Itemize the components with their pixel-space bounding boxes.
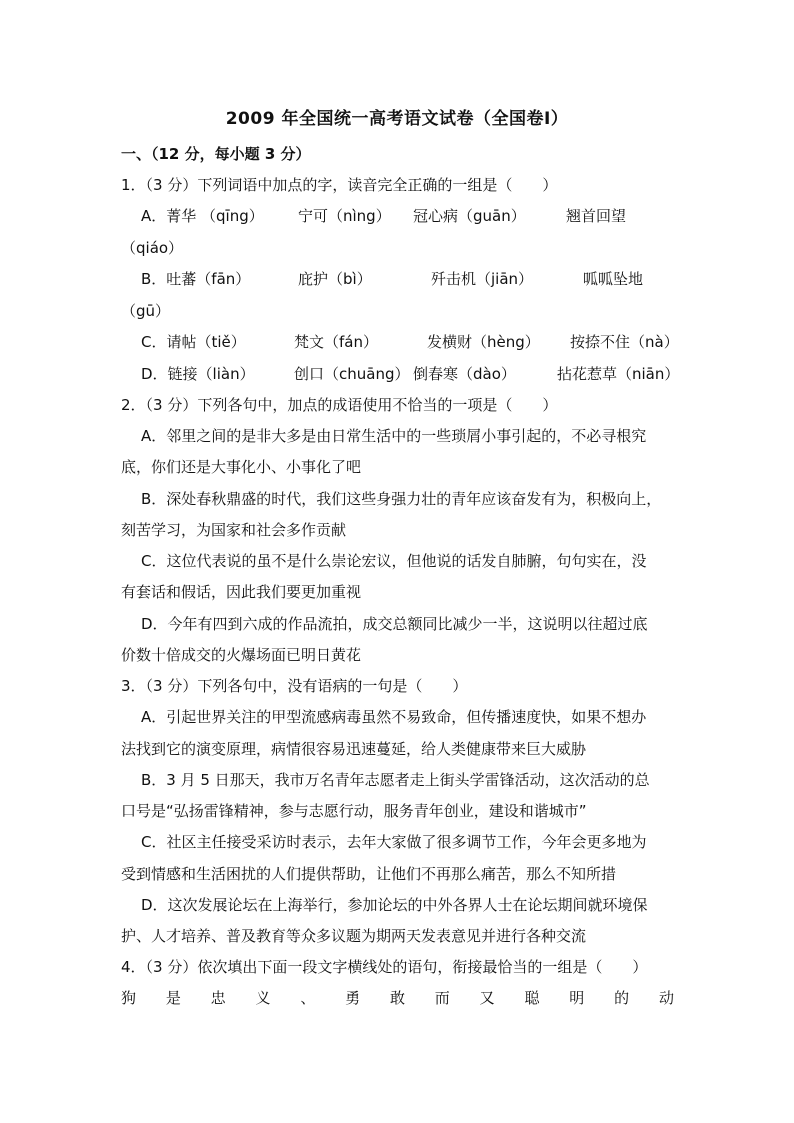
q1-option-a-4: 翘首回望 xyxy=(566,207,627,225)
passage-char: 动 xyxy=(658,989,674,1007)
passage-char: 的 xyxy=(614,989,630,1007)
passage-char: 又 xyxy=(479,989,495,1007)
section-heading: 一、（12 分，每小题 3 分） xyxy=(121,145,311,163)
passage-char: 、 xyxy=(300,989,316,1007)
q1-option-b-3: 歼击机（jiān） xyxy=(431,270,534,288)
q2-option-d-line1: D．今年有四到六成的作品流拍，成交总额同比减少一半，这说明以往超过底 xyxy=(141,615,648,633)
q4-passage-line xyxy=(121,988,674,1008)
q3-option-a-line1: A．引起世界关注的甲型流感病毒虽然不易致命，但传播速度快，如果不想办 xyxy=(141,708,647,726)
q2-option-a-line2: 底，你们还是大事化小、小事化了吧 xyxy=(121,458,362,476)
q3-option-c-line1: C．社区主任接受采访时表示，去年大家做了很多调节工作，今年会更多地为 xyxy=(141,833,647,851)
q3-stem: 3．（3 分）下列各句中，没有语病的一句是（ ） xyxy=(121,677,468,695)
q2-option-b-line1: B．深处春秋鼎盛的时代，我们这些身强力壮的青年应该奋发有为，积极向上， xyxy=(141,490,662,508)
q3-option-a-line2: 法找到它的演变原理，病情很容易迅速蔓延，给人类健康带来巨大威胁 xyxy=(121,740,587,758)
q1-option-d-3: 倒春寒（dào） xyxy=(413,365,516,383)
exam-title: 2009 年全国统一高考语文试卷（全国卷Ⅰ） xyxy=(225,109,569,129)
q1-option-a-2: 宁可（nìng） xyxy=(298,207,391,225)
q4-stem: 4．（3 分）依次填出下面一段文字横线处的语句，衔接最恰当的一组是（ ） xyxy=(121,958,648,976)
q3-option-d-line2: 护、人才培养、普及教育等众多议题为期两天发表意见并进行各种交流 xyxy=(121,927,587,945)
passage-char: 敢 xyxy=(389,989,405,1007)
q1-option-a-5: （qiáo） xyxy=(121,239,184,257)
q1-option-b-2: 庇护（bì） xyxy=(298,270,372,288)
passage-char: 聪 xyxy=(524,989,540,1007)
passage-char: 勇 xyxy=(345,989,361,1007)
q1-option-c-4: 按捺不住（nà） xyxy=(570,333,679,351)
q1-option-c-1: C．请帖（tiě） xyxy=(141,333,246,351)
q1-option-b-4: 呱呱坠地 xyxy=(583,270,644,288)
q3-option-b-line1: B．3 月 5 日那天，我市万名青年志愿者走上街头学雷锋活动，这次活动的总 xyxy=(141,771,650,789)
passage-char: 义 xyxy=(255,989,271,1007)
q2-option-a-line1: A．邻里之间的是非大多是由日常生活中的一些琐屑小事引起的，不必寻根究 xyxy=(141,427,647,445)
q2-option-c-line2: 有套话和假话，因此我们要更加重视 xyxy=(121,583,362,601)
passage-char: 而 xyxy=(434,989,450,1007)
q3-option-b-line2: 口号是“弘扬雷锋精神，参与志愿行动，服务青年创业，建设和谐城市” xyxy=(121,802,587,820)
q2-option-b-line2: 刻苦学习，为国家和社会多作贡献 xyxy=(121,521,347,539)
q1-option-d-1: D．链接（liàn） xyxy=(141,365,255,383)
q2-option-d-line2: 价数十倍成交的火爆场面已明日黄花 xyxy=(121,646,362,664)
q3-option-d-line1: D．这次发展论坛在上海举行，参加论坛的中外各界人士在论坛期间就环境保 xyxy=(141,896,648,914)
q1-option-c-3: 发横财（hèng） xyxy=(427,333,540,351)
q2-option-c-line1: C．这位代表说的虽不是什么崇论宏议，但他说的话发自肺腑，句句实在，没 xyxy=(141,552,647,570)
passage-char: 狗 xyxy=(121,989,137,1007)
q1-option-c-2: 梵文（fán） xyxy=(294,333,378,351)
q1-option-a-1: A．菁华 （qīng） xyxy=(141,207,264,225)
q1-stem: 1．（3 分）下列词语中加点的字，读音完全正确的一组是（ ） xyxy=(121,176,558,194)
q1-option-a-3: 冠心病（guān） xyxy=(413,207,526,225)
q1-option-b-5: （gū） xyxy=(121,302,171,320)
passage-char: 忠 xyxy=(210,989,226,1007)
q1-option-d-2: 创口（chuāng） xyxy=(294,365,410,383)
passage-char: 是 xyxy=(165,989,181,1007)
q1-option-b-1: B．吐蕃（fān） xyxy=(141,270,251,288)
q1-option-d-4: 拈花惹草（niān） xyxy=(557,365,680,383)
q3-option-c-line2: 受到情感和生活困扰的人们提供帮助，让他们不再那么痛苦，那么不知所措 xyxy=(121,865,617,883)
q2-stem: 2．（3 分）下列各句中，加点的成语使用不恰当的一项是（ ） xyxy=(121,396,558,414)
passage-char: 明 xyxy=(569,989,585,1007)
